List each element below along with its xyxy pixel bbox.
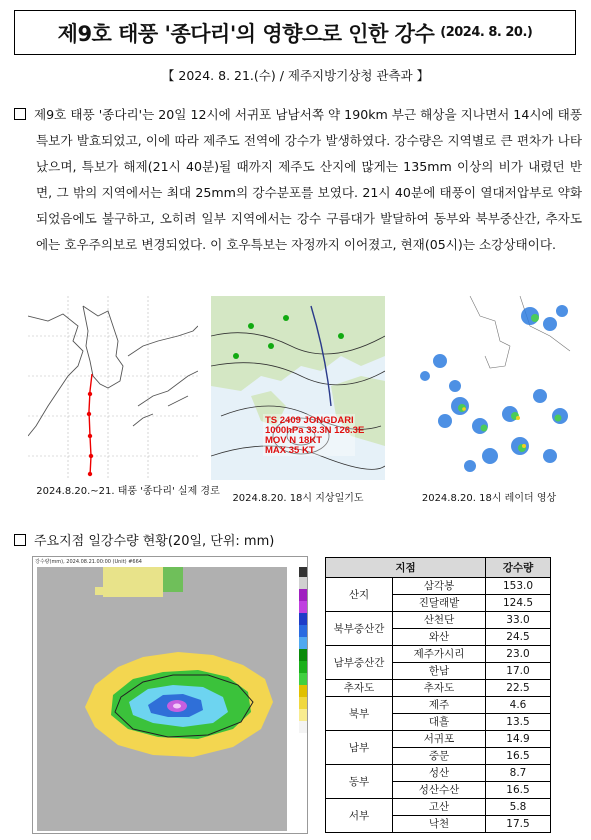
rainfall-value-cell: 14.9 bbox=[486, 731, 551, 748]
surface-chart-caption: 2024.8.20. 18시 지상일기도 bbox=[232, 493, 364, 504]
track-map-caption: 2024.8.20.~21. 태풍 '종다리' 실제 경로 bbox=[36, 486, 220, 497]
region-cell: 남부중산간 bbox=[326, 646, 393, 680]
rainfall-value-cell: 124.5 bbox=[486, 595, 551, 612]
region-cell: 동부 bbox=[326, 765, 393, 799]
title-box bbox=[14, 10, 576, 55]
surface-label-1: TS 2409 JONGDARI bbox=[265, 415, 354, 426]
table-row bbox=[326, 799, 551, 816]
station-cell: 삼각봉 bbox=[393, 578, 486, 595]
rainfall-value-cell: 4.6 bbox=[486, 697, 551, 714]
station-cell: 제주가시리 bbox=[393, 646, 486, 663]
rainfall-value-cell: 16.5 bbox=[486, 782, 551, 799]
amount-column-header: 강수량 bbox=[486, 558, 551, 578]
station-column-header: 지점 bbox=[326, 558, 486, 578]
rainfall-value-cell: 17.5 bbox=[486, 816, 551, 833]
page-title: 제9호 태풍 '종다리'의 영향으로 인한 강수 bbox=[57, 21, 435, 46]
rainfall-distribution-map bbox=[32, 556, 308, 834]
rainfall-value-cell: 16.5 bbox=[486, 748, 551, 765]
table-row bbox=[326, 578, 551, 595]
region-cell: 산지 bbox=[326, 578, 393, 612]
table-row bbox=[326, 680, 551, 697]
table-row bbox=[326, 731, 551, 748]
table-row bbox=[326, 697, 551, 714]
region-cell: 추자도 bbox=[326, 680, 393, 697]
table-row bbox=[326, 765, 551, 782]
checkbox-bullet-icon bbox=[14, 108, 26, 120]
surface-weather-chart bbox=[211, 296, 385, 480]
station-cell: 성산 bbox=[393, 765, 486, 782]
table-header-row bbox=[326, 558, 551, 578]
summary-paragraph bbox=[14, 102, 582, 258]
radar-graphic bbox=[400, 296, 578, 480]
rainfall-value-cell: 8.7 bbox=[486, 765, 551, 782]
surface-chart-graphic bbox=[211, 296, 385, 480]
rain-map-graphic bbox=[33, 557, 308, 834]
station-cell: 제주 bbox=[393, 697, 486, 714]
station-cell: 고산 bbox=[393, 799, 486, 816]
subtitle: 【 2024. 8. 21.(수) / 제주지방기상청 관측과 】 bbox=[161, 68, 430, 83]
station-cell: 산천단 bbox=[393, 612, 486, 629]
rainfall-value-cell: 13.5 bbox=[486, 714, 551, 731]
surface-label-3: MOV N 18KT bbox=[265, 435, 323, 446]
rainfall-value-cell: 17.0 bbox=[486, 663, 551, 680]
station-cell: 성산수산 bbox=[393, 782, 486, 799]
rainfall-value-cell: 22.5 bbox=[486, 680, 551, 697]
rainfall-value-cell: 24.5 bbox=[486, 629, 551, 646]
checkbox-bullet-icon bbox=[14, 534, 26, 546]
region-cell: 서부 bbox=[326, 799, 393, 833]
rainfall-table-body bbox=[326, 578, 551, 833]
rain-map-header: 강수량(mm), 2024.08.21.00:00 (Unit) #664 bbox=[35, 559, 142, 565]
station-cell: 중문 bbox=[393, 748, 486, 765]
rainfall-value-cell: 5.8 bbox=[486, 799, 551, 816]
title-date: (2024. 8. 20.) bbox=[440, 25, 533, 40]
rainfall-section-heading bbox=[14, 530, 274, 549]
rainfall-value-cell: 153.0 bbox=[486, 578, 551, 595]
rainfall-heading-text: 주요지점 일강수량 현황(20일, 단위: mm) bbox=[34, 534, 275, 549]
station-cell: 추자도 bbox=[393, 680, 486, 697]
table-row bbox=[326, 646, 551, 663]
surface-label-4: MAX 35 KT bbox=[265, 445, 315, 456]
station-cell: 대흘 bbox=[393, 714, 486, 731]
station-cell: 한남 bbox=[393, 663, 486, 680]
station-cell: 낙천 bbox=[393, 816, 486, 833]
region-cell: 북부 bbox=[326, 697, 393, 731]
station-cell: 서귀포 bbox=[393, 731, 486, 748]
table-row bbox=[326, 612, 551, 629]
typhoon-track-map bbox=[28, 296, 198, 480]
station-cell: 와산 bbox=[393, 629, 486, 646]
summary-text: 제9호 태풍 '종다리'는 20일 12시에 서귀포 남남서쪽 약 190km 부근 해상을 지나면서 14시에 태풍특보가 발효되었고, 이에 따라 제주도 전역에 강수가 발생하였다. 강수량은 지역별로 큰 편차가 나타났으며, 특보가 해제(21시 40분)될 때까지 제주도 산지에 많게는 135mm 이상의 비가 내렸던 반면, 그 밖의 지역에서는 최대 25mm의 강수분포를 보였다. 21시 40분에 태풍이 열대저압부로 약화 되었음에도 불구하고, 오히려 일부 지역에서는 강수 구름대가 발달하여 동부와 북부중산간, 추자도에는 호우주의보로 변경되었다. 이 호우특보는 자정까지 이어졌고, 현재(05시)는 소강상태이다. bbox=[34, 107, 582, 252]
region-cell: 남부 bbox=[326, 731, 393, 765]
rainfall-table bbox=[325, 557, 551, 833]
radar-image bbox=[400, 296, 578, 480]
station-cell: 진달래밭 bbox=[393, 595, 486, 612]
rainfall-value-cell: 23.0 bbox=[486, 646, 551, 663]
surface-label-2: 1000hPa 33.3N 126.3E bbox=[265, 425, 365, 436]
radar-caption: 2024.8.20. 18시 레이더 영상 bbox=[421, 493, 557, 504]
rainfall-value-cell: 33.0 bbox=[486, 612, 551, 629]
region-cell: 북부중산간 bbox=[326, 612, 393, 646]
track-map-graphic bbox=[28, 296, 198, 480]
